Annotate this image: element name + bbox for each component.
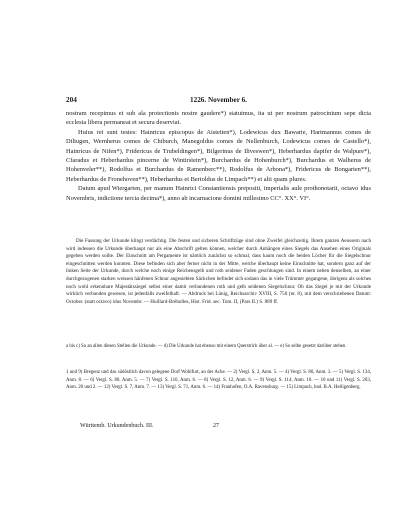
textual-footnote-line: a bis c) So an allen diesen Stellen die Urkunde. — d) Die Urkunde hat ebenso mit einem Querstrich über al. — e) So selbe gesetzt dariiber stehen.	[66, 344, 347, 349]
charter-paragraph-1: nostram recepimus et sub ala protectionis nostre gaudere*) statuimus, ita ut per nostrum patrocinium sepe dicta ecclesia libera permaneat et secura deserviat.	[66, 110, 371, 127]
footer-volume: Württemb. Urkundenbuch. III.	[80, 423, 154, 429]
charter-text	[66, 109, 371, 203]
page-footer	[66, 423, 371, 433]
textual-footnotes	[66, 343, 371, 350]
numbered-footnotes	[66, 369, 371, 392]
editorial-commentary	[66, 238, 371, 306]
footer-signature: 27	[213, 423, 219, 429]
charter-witness-list: Huius rei sunt testes: Hainricus episcopus de Aistetten*), Lodewicus dux Bawarie, Hartmannus comes de Diliugen, Wernherus comes de Chiburch, Manegoldus comes de Nellenburch, Lodewicus comes de Castello*), Hainricus de Nifen*), Fridericus de Trubeldingen*), Bilgerinus de Iliveswen*), Heberhardus dapifer de Walpure*), Cfaradus et Heberhardus pincerne de Wintirstein*), Burchardus de Hohenburch*), Burchardus et Walherus de Hohenveler**), Rodolfus et Burchardus de Ramenberc**), Rodolfus de Arbona*), Fridericus de Bongarten**), Heberhardus de Fronehoven**), Heberhardus et Bertoldus de Limpach**) et alii quam plures.	[66, 128, 371, 183]
page-number: 204	[66, 96, 77, 104]
charter-dating-clause: Datum apud Wiergarten, per manum Hainrici Constantiensis prepositi, imperialis aule prothonotarii, octavo idus Novembris, indictione tercia decima*), anno ab incarnacione domini millesimo CC°. XX°. VI°.	[66, 185, 371, 202]
page-header	[66, 96, 371, 108]
commentary-paragraph: Die Fassung der Urkunde klingt verdächtig. Die festen und sicheren Schriftzüge sind ohne Zweifel gleichzeitig. Ihrem ganzen Aeussern nach wird indessen die Urkunde überhaupt nur als eine Abschrift gelten können, welcher durch Anhängen eines Siegels das Ansehen eines Originals gegeben werden sollte. Der Einschnitt am Pergamente ist nämlich zunächst so schmal, dass kaum noch die beiden Löcher für die Siegelschnur eingeschnitten werden konnten. Diese befinden sich aber ferner nicht in der Mitte, welche überhaupt keine Einschnitte hat, sondern ganz auf der linken Seite der Urkunde, durch welche noch einige Reichensgelb und roth seidener Faden geschlungen sind. In einem neben denselben, an einer durchgezogenen starken weissen hänfenen Schnur angesiebten Säckchen befindet sich sodann das in viele Trümmer gegangene, übrigens als solches noch wohl erkennbare Majestätssiegel selbst einer damit verbundenen roth und gelb seidenen Siegelschnur. Ob das Siegel je mit der Urkunde wirklich verbunden gewesen, ist jedenfalls zweifelhaft. — Abdruck bei Lünig, Reichsarchiv XVIII, S. 750 (nr. 8), mit dem verschriebenen Datum: October. (statt octavo) idus Novembr. — Huillard-Bréholles, Hist. Frid. sec. Tom. II, (Pars II.) S. 889 ff.	[66, 238, 371, 305]
running-head: 1226. November 6.	[190, 96, 247, 104]
numbered-footnote-text: 1 und 9) Bregenz und das südöstlich davon gelegene Dorf Wohlfurt, an der Ache. — 2) Vergl. S. 2, Anm. 5. — 4) Vergl. S. 80, Anm. 3. — 5) Vergl. S. 134, Anm. 8. — 6) Vergl. S. 80, Anm. 5. — 7) Vergl. S. 110, Anm. 6. — 8) Vergl. S. 12, Anm. 6. — 9) Vergl. S. 114, Anm. 10. — 10 und 11) Vergl. S. 203, Anm. 20 und 2. — 12) Vergl. S. 7, Anm. 7. — 13) Vergl. S. 71, Anm. 6. — 14) Frauhofen, O.A. Ravensburg. — 15) Limpach, bad. B.A. Heiligenberg.	[66, 370, 371, 390]
